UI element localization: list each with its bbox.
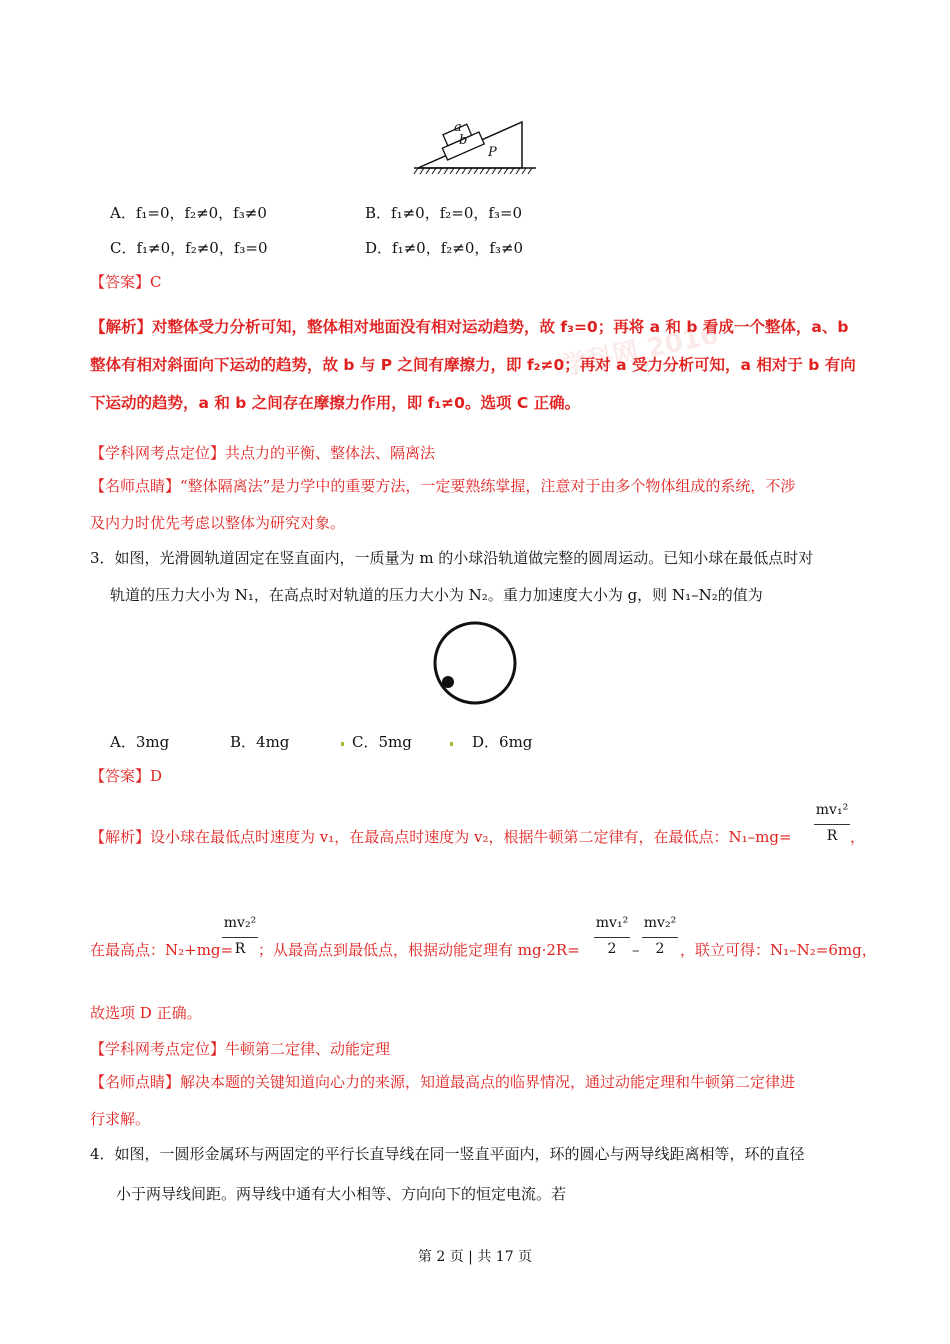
question-3-line-1: 3．如图，光滑圆轨道固定在竖直面内，一质量为 m 的小球沿轨道做完整的圆周运动。已知小球在最低点时对 xyxy=(90,549,814,567)
analysis-line-3: 下运动的趋势，a 和 b 之间存在摩擦力作用，即 f₁≠0。选项 C 正确。 xyxy=(90,394,581,412)
analysis-line-2: 整体有相对斜面向下运动的趋势，故 b 与 P 之间有摩擦力，即 f₂≠0；再对 a 受力分析可知，a 相对于 b 有向 xyxy=(90,356,856,374)
option-b: B．f₁≠0，f₂=0，f₃=0 xyxy=(365,204,523,222)
dot-mark xyxy=(450,742,453,746)
minus-sign: – xyxy=(632,941,640,959)
q3-analysis-line-2-start: 在最高点：N₂+mg= xyxy=(90,941,234,959)
q3-key-points-text: 牛顿第二定律、动能定理 xyxy=(225,1040,391,1058)
analysis-tag: 【解析】 xyxy=(90,318,153,336)
option-a: A．f₁=0，f₂≠0，f₃≠0 xyxy=(110,204,267,222)
q3-key-points-tag: 【学科网考点定位】 xyxy=(90,1040,226,1058)
answer-value: C xyxy=(150,273,162,291)
q3-analysis-line-1-end: ， xyxy=(850,828,866,846)
analysis-line-1: 【解析】对整体受力分析可知，整体相对地面没有相对运动趋势，故 f₃=0；再将 a 和 b 看成一个整体，a、b xyxy=(90,318,849,336)
fraction-mv2-r: mv₂² R xyxy=(223,915,257,957)
q3-option-b: B．4mg xyxy=(230,733,290,751)
q3-analysis-line-1: 【解析】设小球在最低点时速度为 v₁，在最高点时速度为 v₂，根据牛顿第二定律有，在最低点：N₁–mg= xyxy=(90,828,792,846)
circular-track-figure xyxy=(430,620,522,706)
incline-figure xyxy=(412,116,538,178)
q3-tips-line-1: 【名师点睛】解决本题的关键知道向心力的来源，知道最高点的临界情况，通过动能定理和牛顿第二定律进 xyxy=(90,1073,796,1091)
fraction-mv2-2: mv₂² 2 xyxy=(643,915,677,957)
option-d: D．f₁≠0，f₂≠0，f₃≠0 xyxy=(365,239,524,257)
q3-tips-tag: 【名师点睛】 xyxy=(90,1073,181,1091)
q3-analysis-line-2-end: ，联立可得：N₁–N₂=6mg， xyxy=(680,941,877,959)
q3-tips-line-2: 行求解。 xyxy=(90,1110,151,1128)
tips-tag: 【名师点睛】 xyxy=(90,477,181,495)
question-4-line-1: 4．如图，一圆形金属环与两固定的平行长直导线在同一竖直平面内，环的圆心与两导线距离相等，环的直径 xyxy=(90,1145,805,1163)
block-b-label: b xyxy=(459,133,468,148)
key-points-text: 共点力的平衡、整体法、隔离法 xyxy=(225,444,436,462)
option-c: C．f₁≠0，f₂≠0，f₃=0 xyxy=(110,239,268,257)
answer-tag: 【答案】 xyxy=(90,273,151,291)
q3-analysis-line-2-mid: ；从最高点到最低点，根据动能定理有 mg·2R= xyxy=(258,941,580,959)
fraction-mv1-2: mv₁² 2 xyxy=(595,915,629,957)
watermark: 学科网 2016 xyxy=(559,319,722,383)
question-3-line-2: 轨道的压力大小为 N₁，在高点时对轨道的压力大小为 N₂。重力加速度大小为 g，则 N₁–N₂的值为 xyxy=(110,586,763,604)
q3-answer-tag: 【答案】 xyxy=(90,767,151,785)
tips-line-1: 【名师点睛】“整体隔离法”是力学中的重要方法，一定要熟练掌握，注意对于由多个物体组成的系统，不涉 xyxy=(90,477,796,495)
fraction-mv1-r: mv₁² R xyxy=(815,802,849,844)
key-points-line xyxy=(90,443,435,463)
dot-mark xyxy=(341,742,344,746)
q3-answer-value: D xyxy=(150,767,163,785)
q3-option-a: A．3mg xyxy=(110,733,170,751)
q3-analysis-tag: 【解析】 xyxy=(90,828,151,846)
tips-line-2: 及内力时优先考虑以整体为研究对象。 xyxy=(90,514,346,532)
answer-line xyxy=(90,272,162,292)
q3-analysis-line-3: 故选项 D 正确。 xyxy=(90,1004,202,1022)
q3-option-d: D．6mg xyxy=(472,733,533,751)
q3-answer-line xyxy=(90,766,162,786)
page-footer: 第 2 页 | 共 17 页 xyxy=(417,1249,533,1265)
question-4-line-2: 小于两导线间距。两导线中通有大小相等、方向向下的恒定电流。若 xyxy=(116,1185,567,1203)
wedge-p-label: P xyxy=(488,145,497,160)
key-points-tag: 【学科网考点定位】 xyxy=(90,444,226,462)
q3-option-c: C．5mg xyxy=(352,733,412,751)
q3-key-points-line xyxy=(90,1039,390,1059)
block-a-label: a xyxy=(454,120,462,135)
